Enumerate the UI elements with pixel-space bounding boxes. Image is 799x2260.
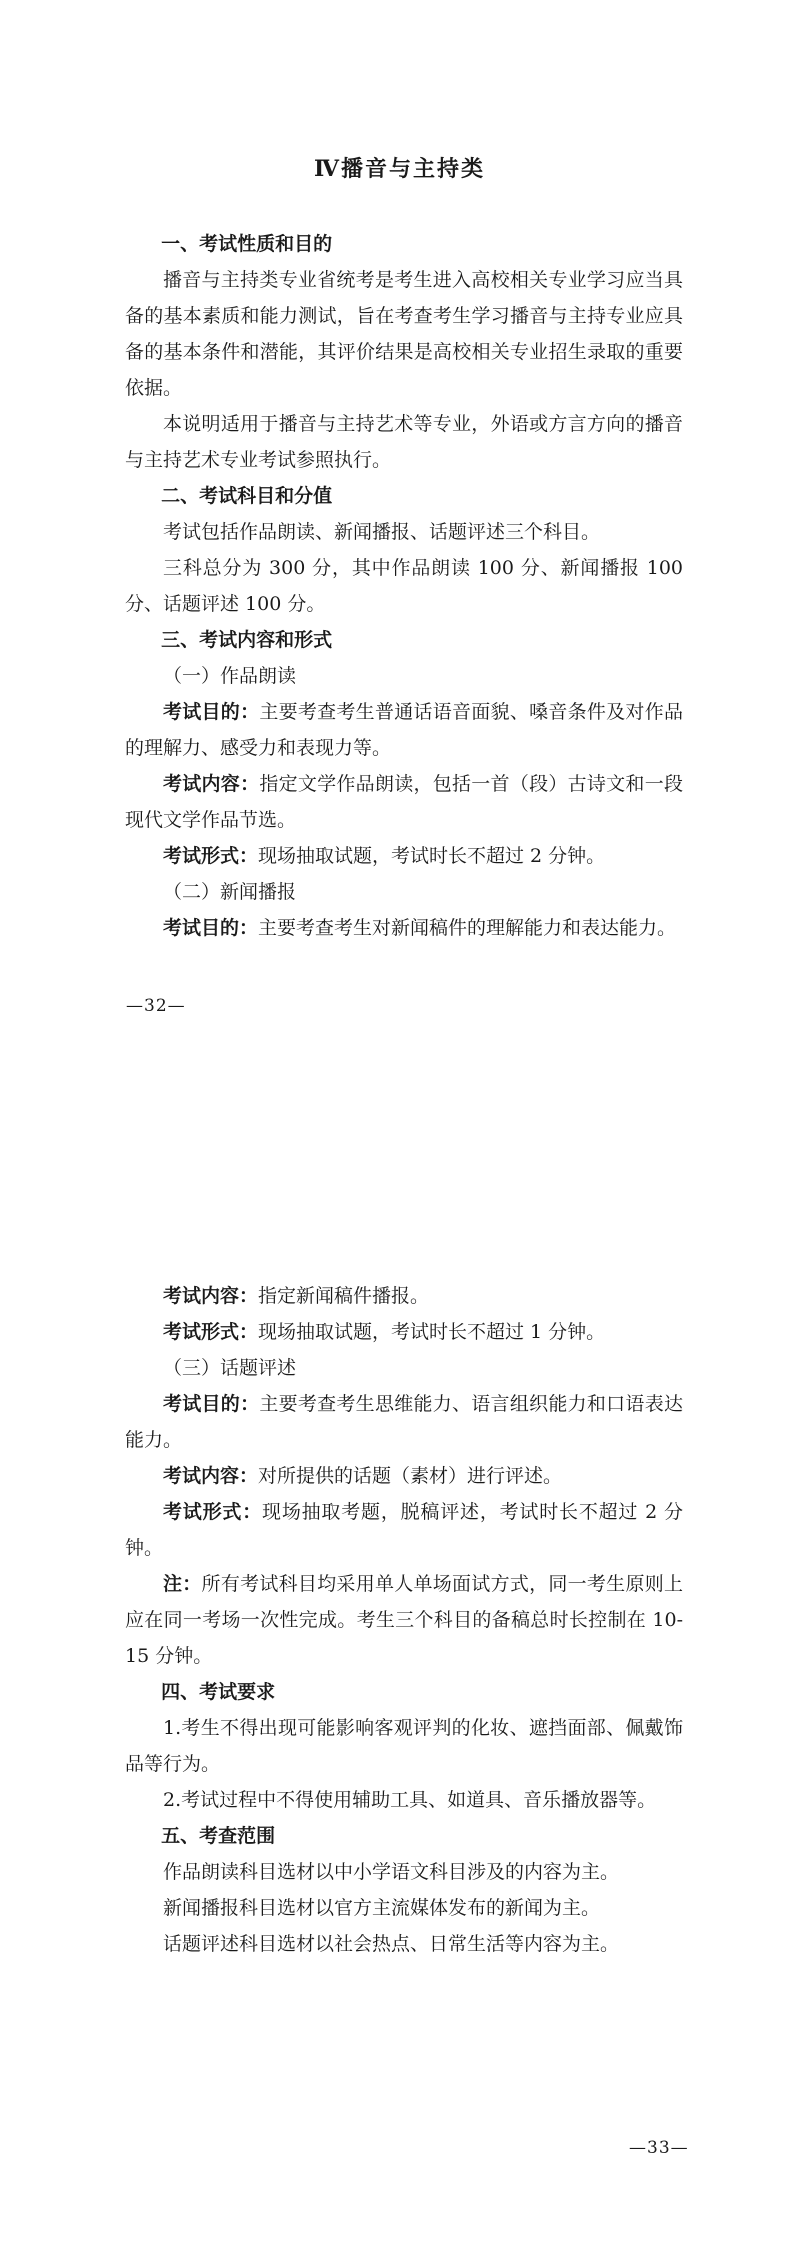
paragraph: 三科总分为 300 分，其中作品朗读 100 分、新闻播报 100 分、话题评述 100 分。 xyxy=(125,557,683,615)
page-number: —33— xyxy=(629,2138,689,2158)
paragraph-label: 考试形式： xyxy=(163,1501,263,1523)
paragraph: 播音与主持类专业省统考是考生进入高校相关专业学习应当具备的基本素质和能力测试，旨在考查考生学习播音与主持专业应具备的基本条件和潜能，其评价结果是高校相关专业招生录取的重要依据。 xyxy=(125,269,683,399)
paragraph: 新闻播报科目选材以官方主流媒体发布的新闻为主。 xyxy=(163,1897,601,1919)
paragraph-label: 考试内容： xyxy=(163,773,260,795)
subsection-heading: （二）新闻播报 xyxy=(163,881,297,903)
paragraph-label: 考试形式： xyxy=(163,845,259,867)
paragraph-label: 考试内容： xyxy=(163,1285,259,1307)
labeled-paragraph xyxy=(125,1458,683,1494)
labeled-paragraph xyxy=(125,766,683,838)
page-body xyxy=(125,226,683,946)
paragraph: 本说明适用于播音与主持艺术等专业，外语或方言方向的播音与主持艺术专业考试参照执行。 xyxy=(125,413,683,471)
paragraph: 考试包括作品朗读、新闻播报、话题评述三个科目。 xyxy=(163,521,601,543)
paragraph-text: 现场抽取试题，考试时长不超过 2 分钟。 xyxy=(258,845,606,867)
paragraph-text: 主要考查考生对新闻稿件的理解能力和表达能力。 xyxy=(258,917,677,939)
labeled-paragraph xyxy=(125,1386,683,1458)
labeled-paragraph xyxy=(125,1566,683,1674)
labeled-paragraph xyxy=(125,1314,683,1350)
paragraph: 1.考生不得出现可能影响客观评判的化妆、遮挡面部、佩戴饰品等行为。 xyxy=(125,1717,683,1775)
section-heading: 二、考试科目和分值 xyxy=(161,485,333,507)
paragraph: 话题评述科目选材以社会热点、日常生活等内容为主。 xyxy=(163,1933,620,1955)
section-heading: 五、考查范围 xyxy=(161,1825,276,1847)
page-body xyxy=(125,1278,683,1962)
paragraph-text: 指定新闻稿件播报。 xyxy=(258,1285,430,1307)
paragraph-text: 指定文学作品朗读，包括一首（段）古诗文和一段现代文学作品节选。 xyxy=(125,773,683,831)
section-heading: 一、考试性质和目的 xyxy=(161,233,333,255)
document-page-33 xyxy=(0,1130,799,2260)
paragraph-text: 主要考查考生思维能力、语言组织能力和口语表达能力。 xyxy=(125,1393,683,1451)
section-heading: 四、考试要求 xyxy=(161,1681,276,1703)
labeled-paragraph xyxy=(125,1494,683,1566)
paragraph: 2.考试过程中不得使用辅助工具、如道具、音乐播放器等。 xyxy=(163,1789,657,1811)
labeled-paragraph xyxy=(125,838,683,874)
labeled-paragraph xyxy=(125,1278,683,1314)
paragraph-label: 考试内容： xyxy=(163,1465,259,1487)
paragraph-text: 主要考查考生普通话语音面貌、嗓音条件及对作品的理解力、感受力和表现力等。 xyxy=(125,701,683,759)
paragraph-label: 注： xyxy=(163,1573,202,1595)
section-heading: 三、考试内容和形式 xyxy=(161,629,333,651)
paragraph-label: 考试目的： xyxy=(163,701,260,723)
labeled-paragraph xyxy=(125,694,683,766)
paragraph-text: 对所提供的话题（素材）进行评述。 xyxy=(258,1465,563,1487)
paragraph-label: 考试目的： xyxy=(163,917,259,939)
paragraph-text: 现场抽取考题，脱稿评述，考试时长不超过 2 分钟。 xyxy=(125,1501,683,1559)
paragraph-text: 现场抽取试题，考试时长不超过 1 分钟。 xyxy=(258,1321,606,1343)
page-number: —32— xyxy=(126,996,186,1016)
paragraph: 作品朗读科目选材以中小学语文科目涉及的内容为主。 xyxy=(163,1861,620,1883)
paragraph-label: 考试形式： xyxy=(163,1321,259,1343)
labeled-paragraph xyxy=(125,910,683,946)
subsection-heading: （三）话题评述 xyxy=(163,1357,297,1379)
page-title: Ⅳ播音与主持类 xyxy=(314,156,485,182)
subsection-heading: （一）作品朗读 xyxy=(163,665,297,687)
paragraph-text: 所有考试科目均采用单人单场面试方式，同一考生原则上应在同一考场一次性完成。考生三个科目的备稿总时长控制在 10-15 分钟。 xyxy=(125,1573,683,1667)
paragraph-label: 考试目的： xyxy=(163,1393,260,1415)
